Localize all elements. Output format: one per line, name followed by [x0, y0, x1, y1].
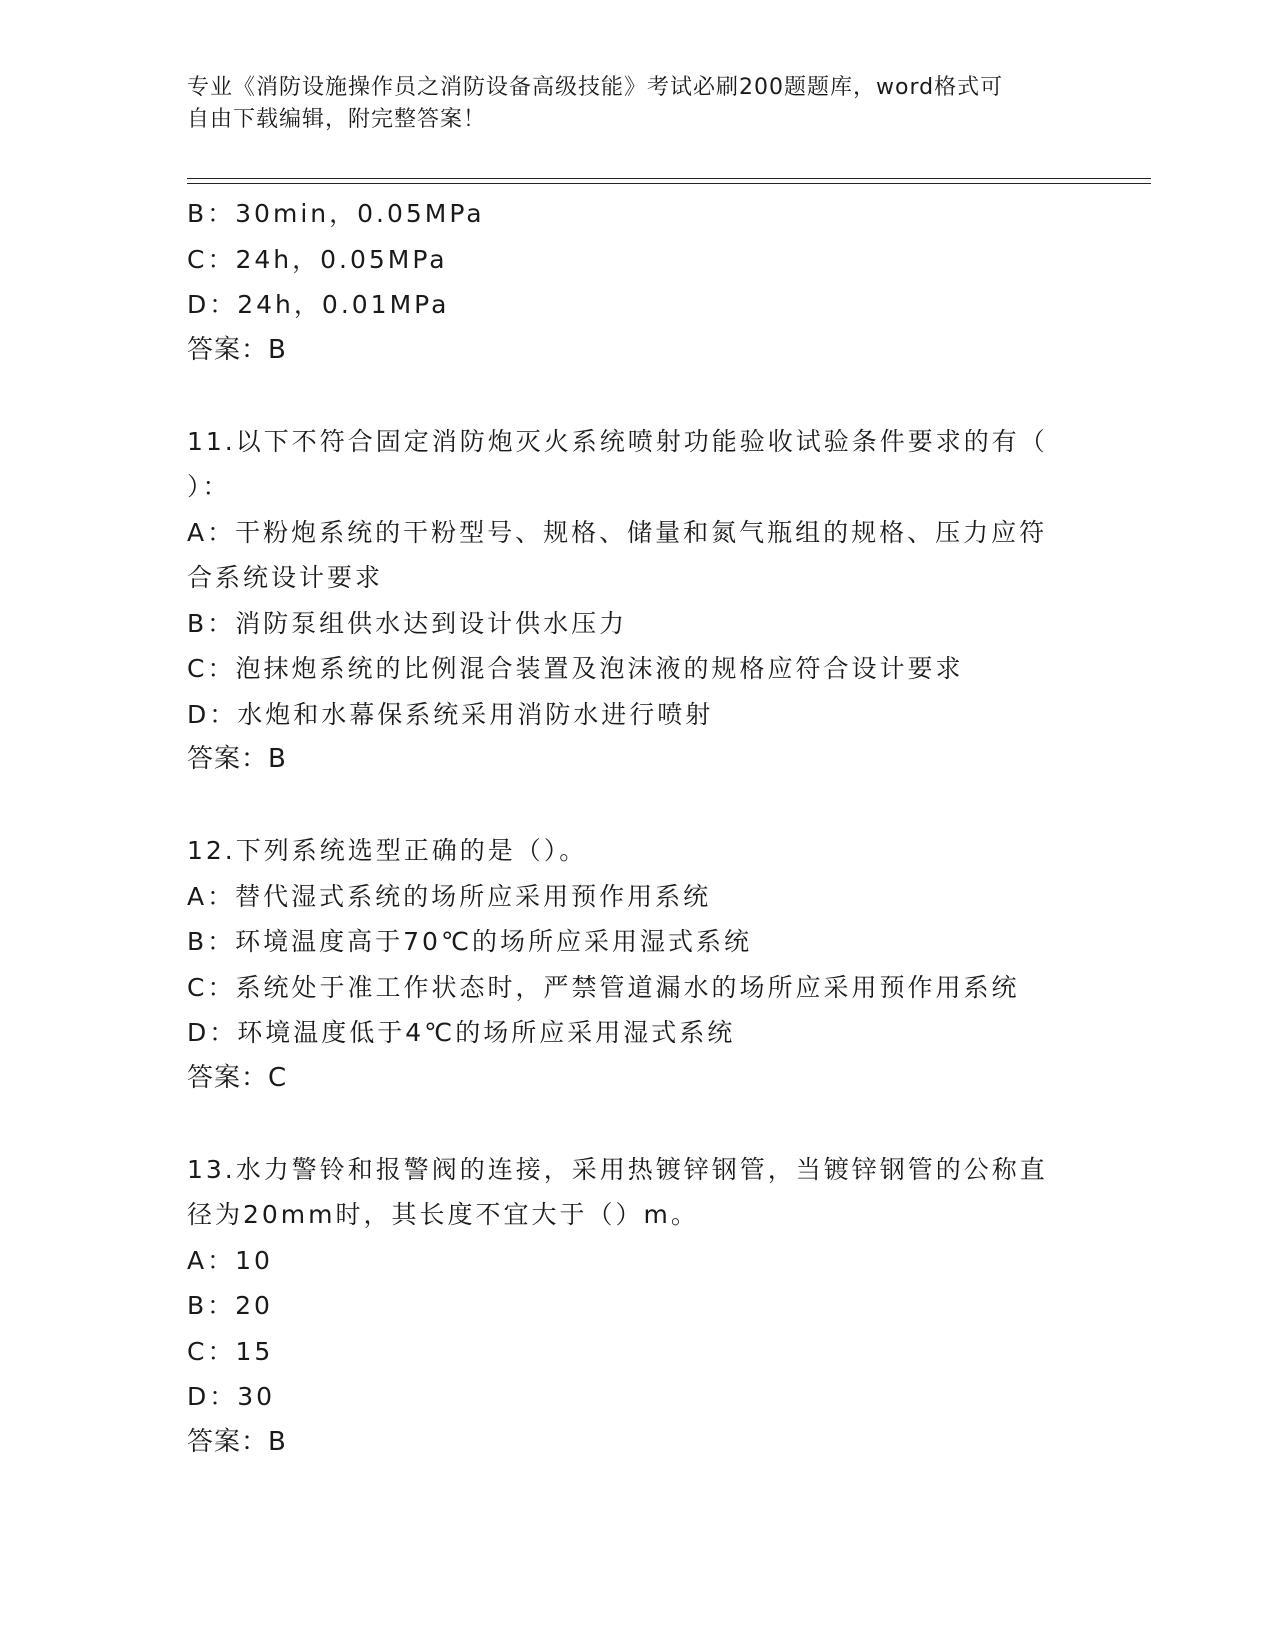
- header-divider-bottom: [187, 183, 1151, 184]
- option-b: B：20: [187, 1291, 273, 1320]
- question-stem-continued: ）：: [187, 472, 231, 501]
- option-c: C：系统处于准工作状态时，严禁管道漏水的场所应采用预作用系统: [187, 972, 1020, 1002]
- question-list: [187, 191, 1067, 1465]
- header-line-2: 自由下载编辑，附完整答案！: [187, 107, 487, 132]
- question-stem-continued: 径为20mm时，其长度不宜大于（）m。: [187, 1200, 699, 1229]
- option-d: D：30: [187, 1382, 276, 1411]
- option-a: A：替代湿式系统的场所应采用预作用系统: [187, 881, 712, 911]
- header-line-1: 专业《消防设施操作员之消防设备高级技能》考试必刷200题题库，word格式可: [187, 75, 1004, 100]
- question-13: [187, 1147, 1067, 1466]
- option-d: D：24h，0.01MPa: [187, 290, 450, 319]
- option-c: C：15: [187, 1336, 274, 1366]
- option-a: A：干粉炮系统的干粉型号、规格、储量和氮气瓶组的规格、压力应符: [187, 517, 1048, 547]
- document-header: [187, 72, 1067, 136]
- option-b: B：环境温度高于70℃的场所应采用湿式系统: [187, 927, 753, 956]
- answer-line: 答案：B: [187, 334, 287, 365]
- option-c: C：泡抹炮系统的比例混合装置及泡沫液的规格应符合设计要求: [187, 654, 964, 683]
- question-stem: 11.以下不符合固定消防炮灭火系统喷射功能验收试验条件要求的有（: [187, 426, 1048, 456]
- option-a-continued: 合系统设计要求: [187, 563, 384, 592]
- option-a: A：10: [187, 1245, 273, 1275]
- spacer: [187, 373, 1067, 419]
- answer-line: 答案：B: [187, 1426, 287, 1457]
- question-stem: 12.下列系统选型正确的是（）。: [187, 836, 588, 865]
- question-11: [187, 419, 1067, 783]
- option-d: D：水炮和水幕保系统采用消防水进行喷射: [187, 699, 714, 729]
- answer-line: 答案：B: [187, 744, 287, 774]
- spacer: [187, 783, 1067, 829]
- header-divider-top: [187, 178, 1151, 179]
- option-d: D：环境温度低于4℃的场所应采用湿式系统: [187, 1018, 736, 1047]
- option-b: B：30min，0.05MPa: [187, 199, 485, 228]
- option-c: C：24h，0.05MPa: [187, 244, 448, 274]
- question-stem: 13.水力警铃和报警阀的连接，采用热镀锌钢管，当镀锌钢管的公称直: [187, 1154, 1048, 1184]
- question-10-tail: [187, 191, 1067, 373]
- option-b: B：消防泵组供水达到设计供水压力: [187, 608, 628, 638]
- spacer: [187, 1101, 1067, 1147]
- question-12: [187, 828, 1067, 1101]
- answer-line: 答案：C: [187, 1062, 288, 1093]
